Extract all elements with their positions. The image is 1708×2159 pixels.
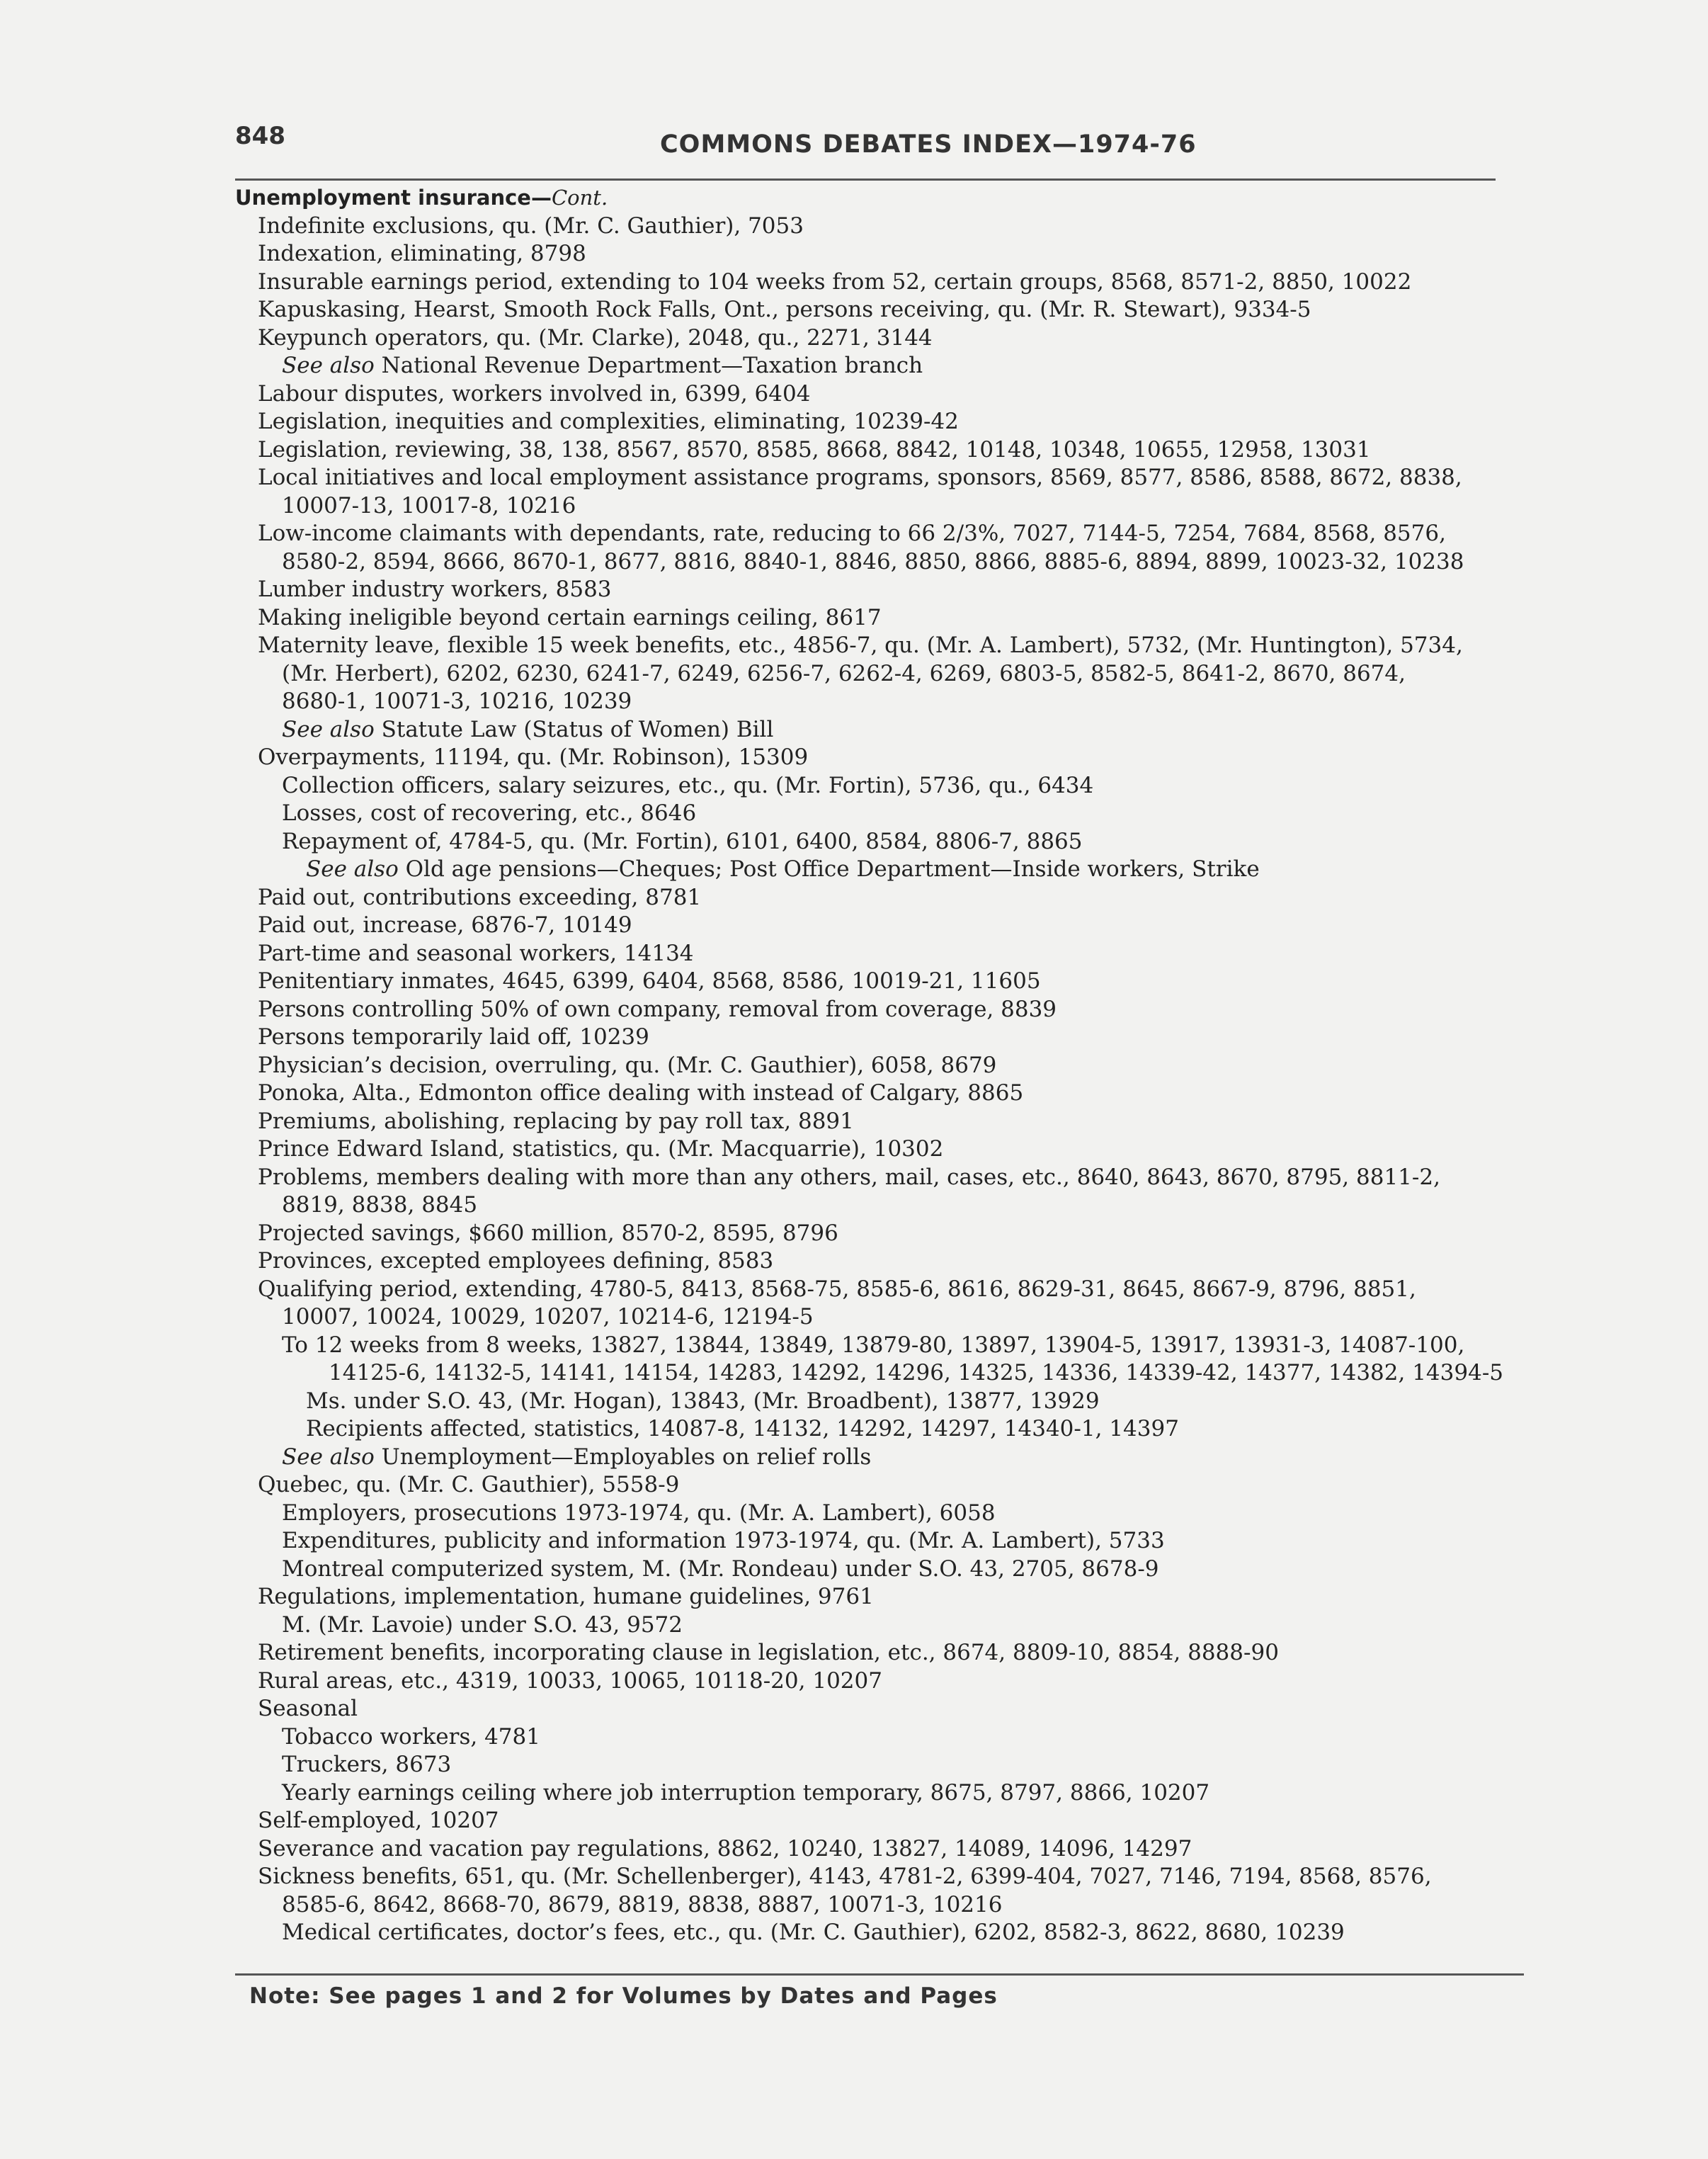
entry-text: Problems, members dealing with more than any others, mail, cases, etc., 8640, 8643, 8670, 8795, 8811-2, <box>258 1164 1440 1190</box>
entry-text: Collection officers, salary seizures, etc., qu. (Mr. Fortin), 5736, qu., 6434 <box>282 772 1094 798</box>
entry-text: Unemployment—Employables on relief rolls <box>374 1444 872 1470</box>
index-entry <box>235 1388 1566 1416</box>
index-entry <box>235 1415 1566 1444</box>
entry-text: Rural areas, etc., 4319, 10033, 10065, 10118-20, 10207 <box>258 1667 882 1694</box>
index-entry <box>235 436 1566 465</box>
index-entry <box>235 660 1566 688</box>
entry-text: Projected savings, $660 million, 8570-2, 8595, 8796 <box>258 1220 838 1246</box>
entry-text: Indexation, eliminating, 8798 <box>258 241 586 266</box>
entry-text: Quebec, qu. (Mr. C. Gauthier), 5558-9 <box>258 1472 680 1497</box>
index-entry <box>235 828 1566 856</box>
index-entry <box>235 1276 1566 1304</box>
index-entry <box>235 996 1566 1024</box>
entry-text: Indefinite exclusions, qu. (Mr. C. Gauthier), 7053 <box>258 212 804 239</box>
index-entry <box>235 1359 1566 1388</box>
index-entry <box>235 1891 1566 1920</box>
index-entry <box>235 1471 1566 1500</box>
entry-text: Retirement benefits, incorporating clause in legislation, etc., 8674, 8809-10, 8854, 8888-90 <box>258 1640 1279 1665</box>
entry-text: 8580-2, 8594, 8666, 8670-1, 8677, 8816, 8840-1, 8846, 8850, 8866, 8885-6, 8894, 8899, 10023-32, 10238 <box>282 548 1464 574</box>
entry-text: Truckers, 8673 <box>282 1752 452 1777</box>
entry-text: Losses, cost of recovering, etc., 8646 <box>282 800 697 826</box>
see-also-label: See also <box>306 856 399 882</box>
see-also-entry <box>235 856 1566 884</box>
footer-rule <box>235 1973 1524 1976</box>
index-entry <box>235 408 1566 436</box>
entry-text: Persons controlling 50% of own company, removal from coverage, 8839 <box>258 996 1057 1022</box>
index-entry <box>235 884 1566 912</box>
index-body <box>235 184 1566 1947</box>
entry-text: Employers, prosecutions 1973-1974, qu. (Mr. A. Lambert), 6058 <box>282 1500 996 1526</box>
entry-text: Physician’s decision, overruling, qu. (Mr. C. Gauthier), 6058, 8679 <box>258 1052 997 1078</box>
entry-text: Persons temporarily laid off, 10239 <box>258 1024 649 1050</box>
running-head: COMMONS DEBATES INDEX—1974-76 <box>660 130 1197 159</box>
index-entry <box>235 212 1566 241</box>
index-entry <box>235 968 1566 996</box>
index-entry <box>235 1863 1566 1891</box>
index-entry <box>235 1667 1566 1696</box>
entry-text: 10007-13, 10017-8, 10216 <box>282 492 576 518</box>
entry-text: Penitentiary inmates, 4645, 6399, 6404, 8568, 8586, 10019-21, 11605 <box>258 968 1041 994</box>
index-entry <box>235 688 1566 716</box>
see-also-entry <box>235 352 1566 380</box>
entry-text: Maternity leave, flexible 15 week benefits, etc., 4856-7, qu. (Mr. A. Lambert), 5732, (Mr. Huntington), 5734, <box>258 633 1463 658</box>
entry-text: Part-time and seasonal workers, 14134 <box>258 940 694 966</box>
index-entry <box>235 1164 1566 1192</box>
entry-text: (Mr. Herbert), 6202, 6230, 6241-7, 6249, 6256-7, 6262-4, 6269, 6803-5, 8582-5, 8641-2, 8670, 8674, <box>282 660 1406 686</box>
index-entry <box>235 1639 1566 1667</box>
index-entry <box>235 1695 1566 1723</box>
index-entry <box>235 1135 1566 1164</box>
index-entry <box>235 548 1566 577</box>
entry-text: Tobacco workers, 4781 <box>282 1723 540 1750</box>
entry-text: Low-income claimants with dependants, rate, reducing to 66 2/3%, 7027, 7144-5, 7254, 7684, 8568, 8576, <box>258 521 1446 546</box>
entry-text: Seasonal <box>258 1696 358 1721</box>
index-entry <box>235 1527 1566 1556</box>
index-entry <box>235 1583 1566 1611</box>
entry-text: Legislation, inequities and complexities, eliminating, 10239-42 <box>258 409 959 434</box>
header-rule <box>235 178 1496 181</box>
entry-text: To 12 weeks from 8 weeks, 13827, 13844, 13849, 13879-80, 13897, 13904-5, 13917, 13931-3, 14087-100, <box>282 1332 1465 1358</box>
index-entry <box>235 324 1566 353</box>
index-entry <box>235 1919 1566 1947</box>
index-entry <box>235 1052 1566 1080</box>
see-also-entry <box>235 716 1566 744</box>
index-entry <box>235 1247 1566 1276</box>
page-number: 848 <box>235 122 285 150</box>
index-entry <box>235 1080 1566 1108</box>
index-entry <box>235 1556 1566 1584</box>
entry-text: Making ineligible beyond certain earnings ceiling, 8617 <box>258 604 882 630</box>
entry-text: Self-employed, 10207 <box>258 1808 499 1833</box>
entry-text: Paid out, contributions exceeding, 8781 <box>258 884 702 910</box>
entry-text: Repayment of, 4784-5, qu. (Mr. Fortin), 6101, 6400, 8584, 8806-7, 8865 <box>282 828 1083 854</box>
entry-text: Provinces, excepted employees defining, 8583 <box>258 1248 774 1274</box>
entry-text: Paid out, increase, 6876-7, 10149 <box>258 912 632 938</box>
entry-text: Legislation, reviewing, 38, 138, 8567, 8570, 8585, 8668, 8842, 10148, 10348, 10655, 12958, 13031 <box>258 436 1371 463</box>
entry-text: Premiums, abolishing, replacing by pay roll tax, 8891 <box>258 1108 854 1134</box>
index-entry <box>235 268 1566 297</box>
see-also-label: See also <box>282 1444 375 1470</box>
entry-text: 8585-6, 8642, 8668-70, 8679, 8819, 8838, 8887, 10071-3, 10216 <box>282 1891 1003 1917</box>
heading-title: Unemployment insurance— <box>235 186 552 210</box>
index-entry <box>235 912 1566 940</box>
index-entry <box>235 1108 1566 1136</box>
entry-text: Kapuskasing, Hearst, Smooth Rock Falls, Ont., persons receiving, qu. (Mr. R. Stewart), 9334-5 <box>258 297 1311 322</box>
index-entry <box>235 800 1566 828</box>
index-entry <box>235 632 1566 660</box>
index-entry <box>235 604 1566 633</box>
index-entry <box>235 744 1566 772</box>
index-entry <box>235 1191 1566 1220</box>
entry-text: Labour disputes, workers involved in, 6399, 6404 <box>258 380 811 407</box>
entry-text: Old age pensions—Cheques; Post Office Department—Inside workers, Strike <box>398 856 1260 882</box>
entry-text: Local initiatives and local employment assistance programs, sponsors, 8569, 8577, 8586, 8588, 8672, 8838, <box>258 465 1462 490</box>
index-entries <box>235 212 1566 1947</box>
index-entry <box>235 1220 1566 1248</box>
index-entry <box>235 772 1566 800</box>
index-entry <box>235 1611 1566 1640</box>
index-entry <box>235 576 1566 604</box>
heading-cont: Cont. <box>551 186 608 210</box>
index-entry <box>235 296 1566 324</box>
entry-text: Ponoka, Alta., Edmonton office dealing with instead of Calgary, 8865 <box>258 1080 1024 1106</box>
entry-text: 10007, 10024, 10029, 10207, 10214-6, 12194-5 <box>282 1304 814 1330</box>
entry-text: Qualifying period, extending, 4780-5, 8413, 8568-75, 8585-6, 8616, 8629-31, 8645, 8667-9, 8796, 8851, <box>258 1276 1416 1302</box>
entry-text: Prince Edward Island, statistics, qu. (Mr. Macquarrie), 10302 <box>258 1136 944 1162</box>
entry-text: Regulations, implementation, humane guidelines, 9761 <box>258 1584 874 1609</box>
entry-text: Lumber industry workers, 8583 <box>258 577 612 602</box>
index-entry <box>235 1723 1566 1752</box>
entry-text: Expenditures, publicity and information 1973-1974, qu. (Mr. A. Lambert), 5733 <box>282 1528 1165 1553</box>
footer-note: Note: See pages 1 and 2 for Volumes by Dates and Pages <box>249 1983 998 2009</box>
index-entry <box>235 1303 1566 1332</box>
entry-text: Recipients affected, statistics, 14087-8, 14132, 14292, 14297, 14340-1, 14397 <box>306 1416 1179 1441</box>
index-entry <box>235 520 1566 548</box>
index-entry <box>235 1500 1566 1528</box>
entry-text: Yearly earnings ceiling where job interruption temporary, 8675, 8797, 8866, 10207 <box>282 1779 1210 1806</box>
index-entry <box>235 1751 1566 1779</box>
entry-text: 8819, 8838, 8845 <box>282 1192 478 1218</box>
entry-text: Ms. under S.O. 43, (Mr. Hogan), 13843, (Mr. Broadbent), 13877, 13929 <box>306 1388 1100 1414</box>
index-entry <box>235 1024 1566 1052</box>
entry-text: M. (Mr. Lavoie) under S.O. 43, 9572 <box>282 1611 683 1638</box>
index-entry <box>235 492 1566 521</box>
see-also-label: See also <box>282 716 375 742</box>
entry-text: Overpayments, 11194, qu. (Mr. Robinson), 15309 <box>258 744 809 770</box>
entry-text: Severance and vacation pay regulations, 8862, 10240, 13827, 14089, 14096, 14297 <box>258 1835 1192 1862</box>
entry-text: Montreal computerized system, M. (Mr. Rondeau) under S.O. 43, 2705, 8678-9 <box>282 1556 1159 1582</box>
index-entry <box>235 1779 1566 1808</box>
entry-text: Sickness benefits, 651, qu. (Mr. Schellenberger), 4143, 4781-2, 6399-404, 7027, 7146, 7194, 8568, 8576, <box>258 1864 1432 1889</box>
index-heading <box>235 184 1566 212</box>
index-entry <box>235 940 1566 968</box>
index-entry <box>235 1807 1566 1835</box>
see-also-label: See also <box>282 353 375 378</box>
entry-text: Medical certificates, doctor’s fees, etc., qu. (Mr. C. Gauthier), 6202, 8582-3, 8622, 8680, 10239 <box>282 1920 1345 1945</box>
entry-text: Insurable earnings period, extending to 104 weeks from 52, certain groups, 8568, 8571-2, 8850, 10022 <box>258 268 1412 295</box>
index-entry <box>235 1835 1566 1864</box>
index-entry <box>235 240 1566 268</box>
entry-text: 8680-1, 10071-3, 10216, 10239 <box>282 688 632 714</box>
entry-text: Keypunch operators, qu. (Mr. Clarke), 2048, qu., 2271, 3144 <box>258 324 933 351</box>
entry-text: Statute Law (Status of Women) Bill <box>374 716 774 742</box>
entry-text: 14125-6, 14132-5, 14141, 14154, 14283, 14292, 14296, 14325, 14336, 14339-42, 14377, 14382, 14394-5 <box>329 1360 1504 1386</box>
index-entry <box>235 1332 1566 1360</box>
see-also-entry <box>235 1444 1566 1472</box>
index-entry <box>235 464 1566 492</box>
entry-text: National Revenue Department—Taxation branch <box>374 353 923 378</box>
index-entry <box>235 380 1566 409</box>
